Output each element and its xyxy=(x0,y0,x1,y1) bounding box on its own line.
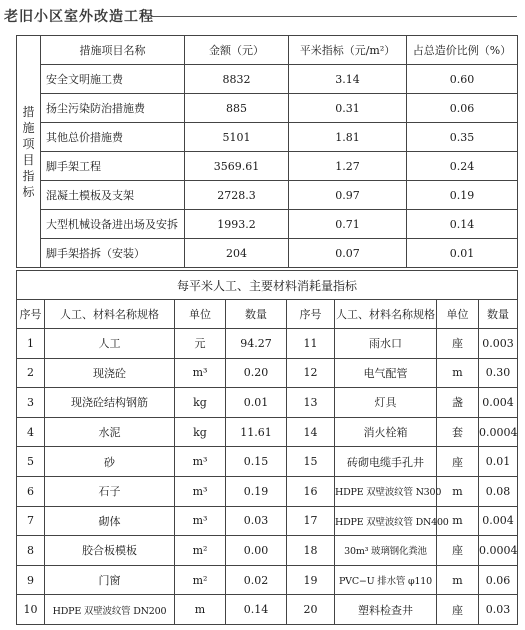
item-qty: 0.08 xyxy=(479,476,518,506)
measure-name: 其他总价措施费 xyxy=(41,123,185,152)
measures-row xyxy=(17,239,518,268)
item-qty: 0.00 xyxy=(226,536,287,566)
item-name: 石子 xyxy=(45,476,175,506)
item-qty: 0.20 xyxy=(226,358,287,388)
item-no: 9 xyxy=(17,565,45,595)
item-unit: 盏 xyxy=(437,388,479,418)
consumption-row xyxy=(17,536,518,566)
title-rule xyxy=(151,16,517,17)
measure-per-m2: 0.97 xyxy=(289,181,407,210)
consumption-row xyxy=(17,388,518,418)
item-unit: m³ xyxy=(175,476,226,506)
measure-amount: 885 xyxy=(185,94,289,123)
item-name: PVC−U 排水管 φ110 xyxy=(335,565,437,595)
item-no: 8 xyxy=(17,536,45,566)
item-unit: m xyxy=(437,506,479,536)
item-name: 砖砌电缆手孔井 xyxy=(335,447,437,477)
measures-side-label: 措施项目指标 xyxy=(17,36,41,268)
consumption-row xyxy=(17,506,518,536)
measures-header-name: 措施项目名称 xyxy=(41,36,185,65)
measure-name: 扬尘污染防治措施费 xyxy=(41,94,185,123)
measures-header-per-m2: 平米指标（元/m²） xyxy=(289,36,407,65)
measures-row xyxy=(17,94,518,123)
measures-header-ratio: 占总造价比例（%） xyxy=(407,36,518,65)
item-unit: m xyxy=(175,595,226,625)
measure-per-m2: 3.14 xyxy=(289,65,407,94)
item-unit: kg xyxy=(175,417,226,447)
measures-table xyxy=(16,35,518,268)
item-no: 10 xyxy=(17,595,45,625)
consumption-row xyxy=(17,595,518,625)
item-unit: m³ xyxy=(175,447,226,477)
item-unit: m² xyxy=(175,536,226,566)
item-name: 电气配管 xyxy=(335,358,437,388)
item-qty: 0.30 xyxy=(479,358,518,388)
item-qty: 0.0004 xyxy=(479,417,518,447)
item-no: 20 xyxy=(287,595,335,625)
item-unit: m² xyxy=(175,565,226,595)
measure-per-m2: 1.81 xyxy=(289,123,407,152)
item-no: 16 xyxy=(287,476,335,506)
item-no: 14 xyxy=(287,417,335,447)
measures-row xyxy=(17,152,518,181)
item-qty: 94.27 xyxy=(226,329,287,359)
header-qty-left: 数量 xyxy=(226,300,287,329)
item-qty: 11.61 xyxy=(226,417,287,447)
measure-amount: 1993.2 xyxy=(185,210,289,239)
consumption-caption: 每平米人工、主要材料消耗量指标 xyxy=(17,271,518,300)
item-name: 人工 xyxy=(45,329,175,359)
item-name: 砂 xyxy=(45,447,175,477)
item-no: 17 xyxy=(287,506,335,536)
item-name: 砌体 xyxy=(45,506,175,536)
item-name: 现浇砼结构钢筋 xyxy=(45,388,175,418)
measure-amount: 3569.61 xyxy=(185,152,289,181)
item-unit: 元 xyxy=(175,329,226,359)
item-no: 11 xyxy=(287,329,335,359)
measure-per-m2: 0.31 xyxy=(289,94,407,123)
header-name-right: 人工、材料名称规格 xyxy=(335,300,437,329)
item-unit: kg xyxy=(175,388,226,418)
item-qty: 0.01 xyxy=(226,388,287,418)
consumption-row xyxy=(17,476,518,506)
item-name: HDPE 双壁波纹管 DN400 xyxy=(335,506,437,536)
measures-header-row xyxy=(17,36,518,65)
measures-row xyxy=(17,123,518,152)
item-unit: 座 xyxy=(437,536,479,566)
consumption-row xyxy=(17,417,518,447)
measure-name: 脚手架搭拆（安装） xyxy=(41,239,185,268)
item-unit: m xyxy=(437,358,479,388)
item-unit: 座 xyxy=(437,447,479,477)
item-name: 胶合板模板 xyxy=(45,536,175,566)
item-no: 5 xyxy=(17,447,45,477)
item-qty: 0.004 xyxy=(479,388,518,418)
item-qty: 0.03 xyxy=(226,506,287,536)
item-qty: 0.15 xyxy=(226,447,287,477)
consumption-row xyxy=(17,565,518,595)
measure-ratio: 0.14 xyxy=(407,210,518,239)
item-qty: 0.003 xyxy=(479,329,518,359)
measure-amount: 8832 xyxy=(185,65,289,94)
measure-amount: 204 xyxy=(185,239,289,268)
item-qty: 0.01 xyxy=(479,447,518,477)
measure-ratio: 0.24 xyxy=(407,152,518,181)
measure-ratio: 0.19 xyxy=(407,181,518,210)
item-unit: 座 xyxy=(437,595,479,625)
measure-ratio: 0.35 xyxy=(407,123,518,152)
item-no: 2 xyxy=(17,358,45,388)
measures-row xyxy=(17,65,518,94)
item-name: 雨水口 xyxy=(335,329,437,359)
item-no: 6 xyxy=(17,476,45,506)
item-name: 消火栓箱 xyxy=(335,417,437,447)
item-name: 现浇砼 xyxy=(45,358,175,388)
item-unit: m xyxy=(437,476,479,506)
item-no: 15 xyxy=(287,447,335,477)
consumption-row xyxy=(17,329,518,359)
measures-row xyxy=(17,210,518,239)
item-name: 水泥 xyxy=(45,417,175,447)
item-no: 1 xyxy=(17,329,45,359)
item-qty: 0.0004 xyxy=(479,536,518,566)
measure-name: 安全文明施工费 xyxy=(41,65,185,94)
header-unit-left: 单位 xyxy=(175,300,226,329)
item-name: 30m³ 玻璃钢化粪池 xyxy=(335,536,437,566)
item-name: HDPE 双壁波纹管 N300 xyxy=(335,476,437,506)
item-no: 7 xyxy=(17,506,45,536)
document-header xyxy=(0,0,525,34)
item-qty: 0.03 xyxy=(479,595,518,625)
item-no: 18 xyxy=(287,536,335,566)
measure-per-m2: 1.27 xyxy=(289,152,407,181)
item-unit: 座 xyxy=(437,329,479,359)
measures-row xyxy=(17,181,518,210)
measure-name: 脚手架工程 xyxy=(41,152,185,181)
item-unit: 套 xyxy=(437,417,479,447)
measure-name: 大型机械设备进出场及安拆 xyxy=(41,210,185,239)
header-no-left: 序号 xyxy=(17,300,45,329)
measure-per-m2: 0.07 xyxy=(289,239,407,268)
item-no: 19 xyxy=(287,565,335,595)
item-unit: m³ xyxy=(175,506,226,536)
item-name: 灯具 xyxy=(335,388,437,418)
header-name-left: 人工、材料名称规格 xyxy=(45,300,175,329)
consumption-table xyxy=(16,270,518,625)
item-qty: 0.02 xyxy=(226,565,287,595)
consumption-row xyxy=(17,358,518,388)
item-no: 12 xyxy=(287,358,335,388)
measure-ratio: 0.01 xyxy=(407,239,518,268)
item-qty: 0.004 xyxy=(479,506,518,536)
measure-name: 混凝土模板及支架 xyxy=(41,181,185,210)
page-title: 老旧小区室外改造工程 xyxy=(4,9,154,25)
item-no: 3 xyxy=(17,388,45,418)
consumption-row xyxy=(17,447,518,477)
measure-amount: 5101 xyxy=(185,123,289,152)
measure-ratio: 0.06 xyxy=(407,94,518,123)
item-no: 4 xyxy=(17,417,45,447)
item-name: 门窗 xyxy=(45,565,175,595)
measure-per-m2: 0.71 xyxy=(289,210,407,239)
item-qty: 0.06 xyxy=(479,565,518,595)
consumption-caption-row xyxy=(17,271,518,300)
consumption-header-row xyxy=(17,300,518,329)
measure-amount: 2728.3 xyxy=(185,181,289,210)
measure-ratio: 0.60 xyxy=(407,65,518,94)
header-no-right: 序号 xyxy=(287,300,335,329)
measures-header-amount: 金额（元） xyxy=(185,36,289,65)
item-unit: m³ xyxy=(175,358,226,388)
header-qty-right: 数量 xyxy=(479,300,518,329)
item-qty: 0.14 xyxy=(226,595,287,625)
item-qty: 0.19 xyxy=(226,476,287,506)
item-name: HDPE 双壁波纹管 DN200 xyxy=(45,595,175,625)
item-no: 13 xyxy=(287,388,335,418)
item-unit: m xyxy=(437,565,479,595)
header-unit-right: 单位 xyxy=(437,300,479,329)
item-name: 塑料检查井 xyxy=(335,595,437,625)
